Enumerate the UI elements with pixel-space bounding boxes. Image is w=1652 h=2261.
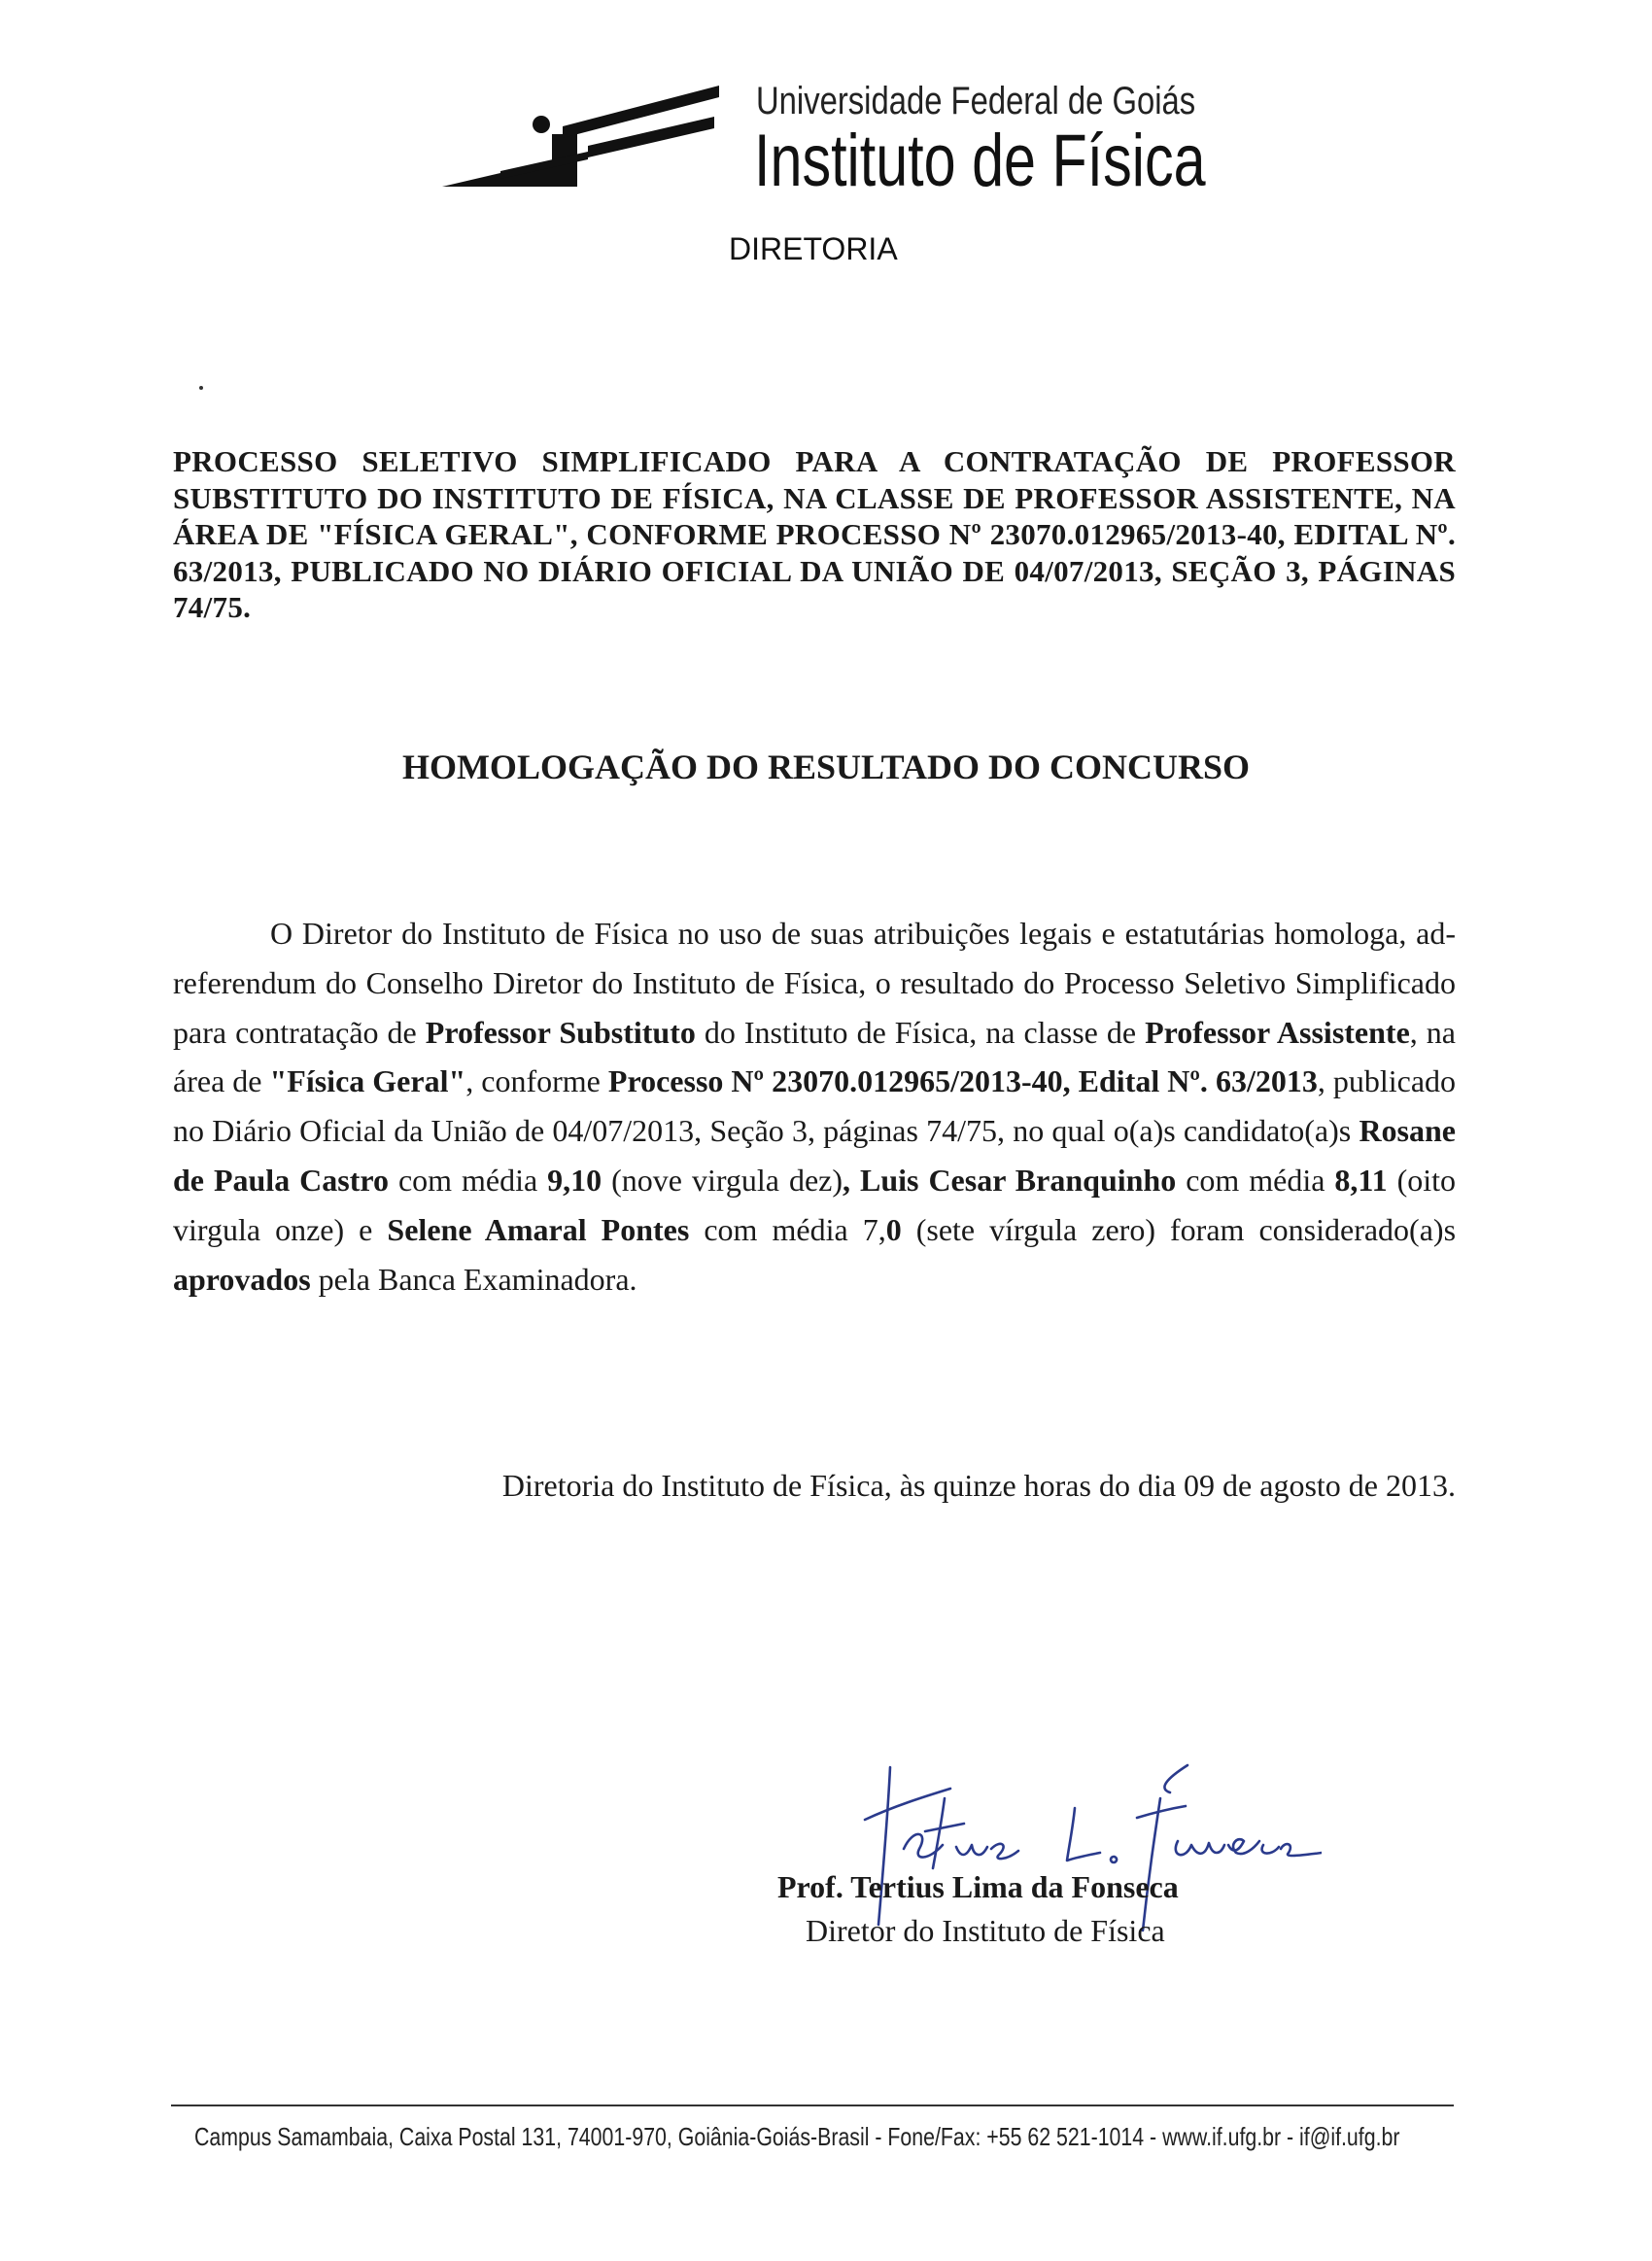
if-logo-icon: [442, 78, 719, 190]
closing-line: Diretoria do Instituto de Física, às quinze horas do dia 09 de agosto de 2013.: [501, 1468, 1456, 1503]
scan-dot: [199, 386, 203, 390]
footer-divider: [171, 2104, 1454, 2106]
document-heading: HOMOLOGAÇÃO DO RESULTADO DO CONCURSO: [401, 748, 1251, 786]
footer-contact: Campus Samambaia, Caixa Postal 131, 74001-970, Goiânia-Goiás-Brasil - Fone/Fax: +55 62 521-1014 - www.if.ufg.br - if@if.ufg.br: [194, 2122, 1400, 2151]
university-name: Universidade Federal de Goiás: [756, 80, 1196, 122]
signatory-role: Diretor do Instituto de Física: [806, 1913, 1165, 1948]
institute-name: Instituto de Física: [754, 120, 1206, 202]
department-label: DIRETORIA: [729, 231, 898, 266]
signatory-name: Prof. Tertius Lima da Fonseca: [777, 1869, 1179, 1904]
handwritten-signature: [836, 1759, 1322, 1934]
process-title: PROCESSO SELETIVO SIMPLIFICADO PARA A CONTRATAÇÃO DE PROFESSOR SUBSTITUTO DO INSTITUTO DE FÍSICA, NA CLASSE DE PROFESSOR ASSISTENTE, NA ÁREA DE "FÍSICA GERAL", CONFORME PROCESSO Nº 23070.012965/2013-40, EDITAL Nº. 63/2013, PUBLICADO NO DIÁRIO OFICIAL DA UNIÃO DE 04/07/2013, SEÇÃO 3, PÁGINAS 74/75.: [173, 444, 1456, 624]
body-paragraph: O Diretor do Instituto de Física no uso de suas atribuições legais e estatutárias homologa, ad-referendum do Conselho Diretor do Instituto de Física, o resultado do Processo Seletivo Simplificado para contratação de Professor Substituto do Instituto de Física, na classe de Professor Assistente, na área de "Física Geral", conforme Processo Nº 23070.012965/2013-40, Edital Nº. 63/2013, publicado no Diário Oficial da União de 04/07/2013, Seção 3, páginas 74/75, no qual o(a)s candidato(a)s Rosane de Paula Castro com média 9,10 (nove virgula dez), Luis Cesar Branquinho com média 8,11 (oito virgula onze) e Selene Amaral Pontes com média 7,0 (sete vírgula zero) foram considerado(a)s aprovados pela Banca Examinadora.: [173, 916, 1457, 1297]
